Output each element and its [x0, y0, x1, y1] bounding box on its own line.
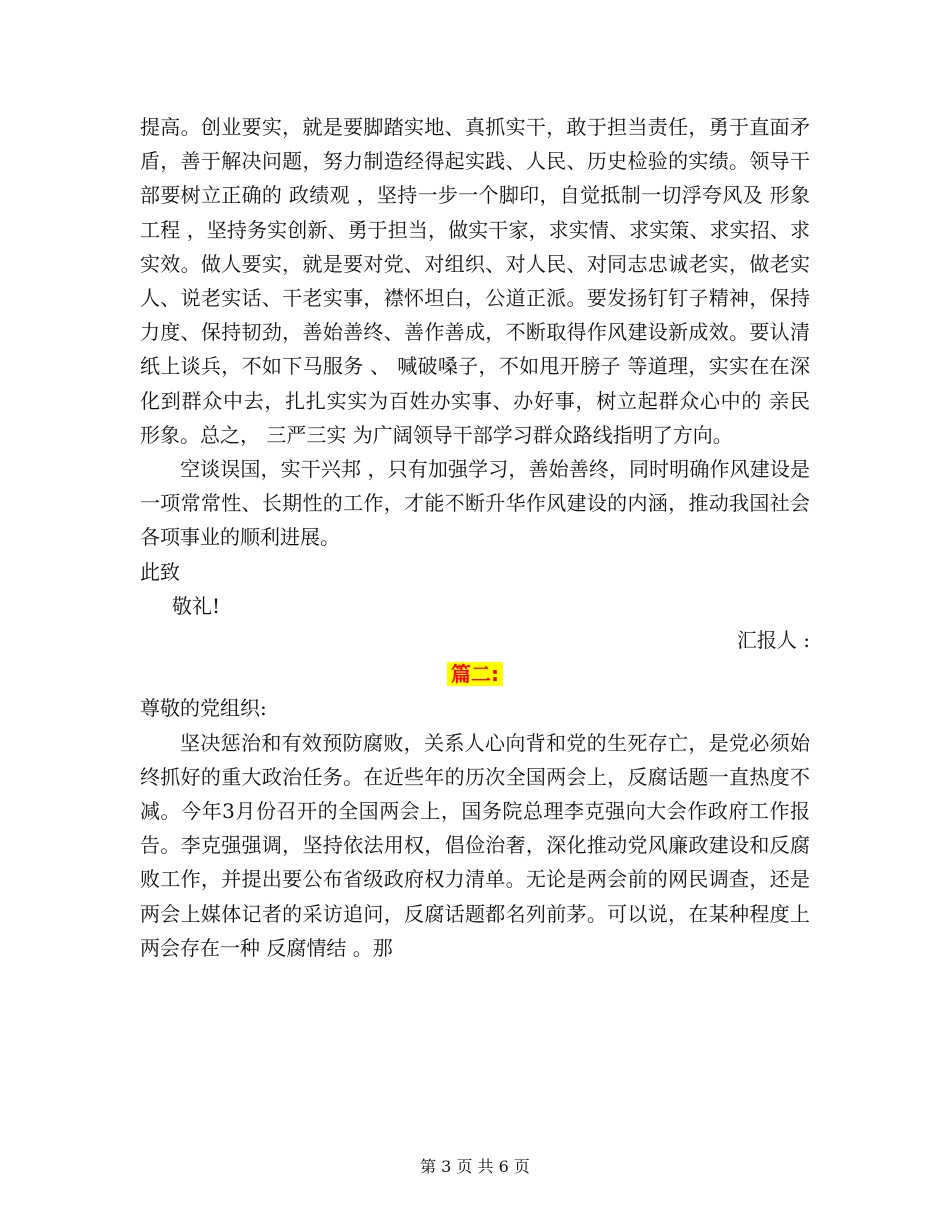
closing-phrase: 此致	[140, 559, 180, 584]
greeting: 尊敬的党组织:	[140, 696, 267, 721]
signer-label: 汇报人 :	[736, 628, 810, 653]
paragraph-anticorruption: 坚决惩治和有效预防腐败，关系人心向背和党的生死存亡，是党必须始终抓好的重大政治任务。在近些年的历次全国两会上，反腐话题一直热度不减。今年3月份召开的全国两会上，国务院总理李克强向大会作政府工作报告。李克强强调，坚持依法用权，倡俭治奢，深化推动党风廉政建设和反腐败工作，并提出要公布省级政府权力清单。无论是两会前的网民调查，还是两会上媒体记者的采访追问，反腐话题都名列前茅。可以说，在某种程度上两会存在一种 反腐情结 。那	[140, 730, 810, 960]
paragraph-continued: 提高。创业要实，就是要脚踏实地、真抓实干，敢于担当责任，勇于直面矛盾，善于解决问题，努力制造经得起实践、人民、历史检验的实绩。领导干部要树立正确的 政绩观 ，坚持一步一个脚印，自觉抵制一切浮夸风及 形象工程 ，坚持务实创新、勇于担当，做实干家，求实情、求实策、求实招、求实效。做人要实，就是要对党、对组织、对人民、对同志忠诚老实，做老实人、说老实话、干老实事，襟怀坦白，公道正派。要发扬钉钉子精神，保持力度、保持韧劲，善始善终、善作善成，不断取得作风建设新成效。要认清 纸上谈兵，不如下马服务 、 喊破嗓子，不如甩开膀子 等道理，实实在在深化到群众中去，扎扎实实为百姓办实事、办好事，树立起群众心中的 亲民 形象。总之， 三严三实 为广阔领导干部学习群众路线指明了方向。	[140, 115, 810, 447]
section-title	[140, 657, 810, 691]
page-footer: 第 3 页 共 6 页	[420, 1157, 530, 1176]
closing-salute: 敬礼!	[172, 593, 221, 618]
document-body	[140, 110, 810, 965]
paragraph-conclusion: 空谈误国，实干兴邦 ，只有加强学习，善始善终，同时明确作风建设是一项常常性、长期性的工作，才能不断升华作风建设的内涵，推动我国社会各项事业的顺利进展。	[140, 457, 810, 550]
section-title-highlight: 篇二:	[447, 662, 503, 686]
